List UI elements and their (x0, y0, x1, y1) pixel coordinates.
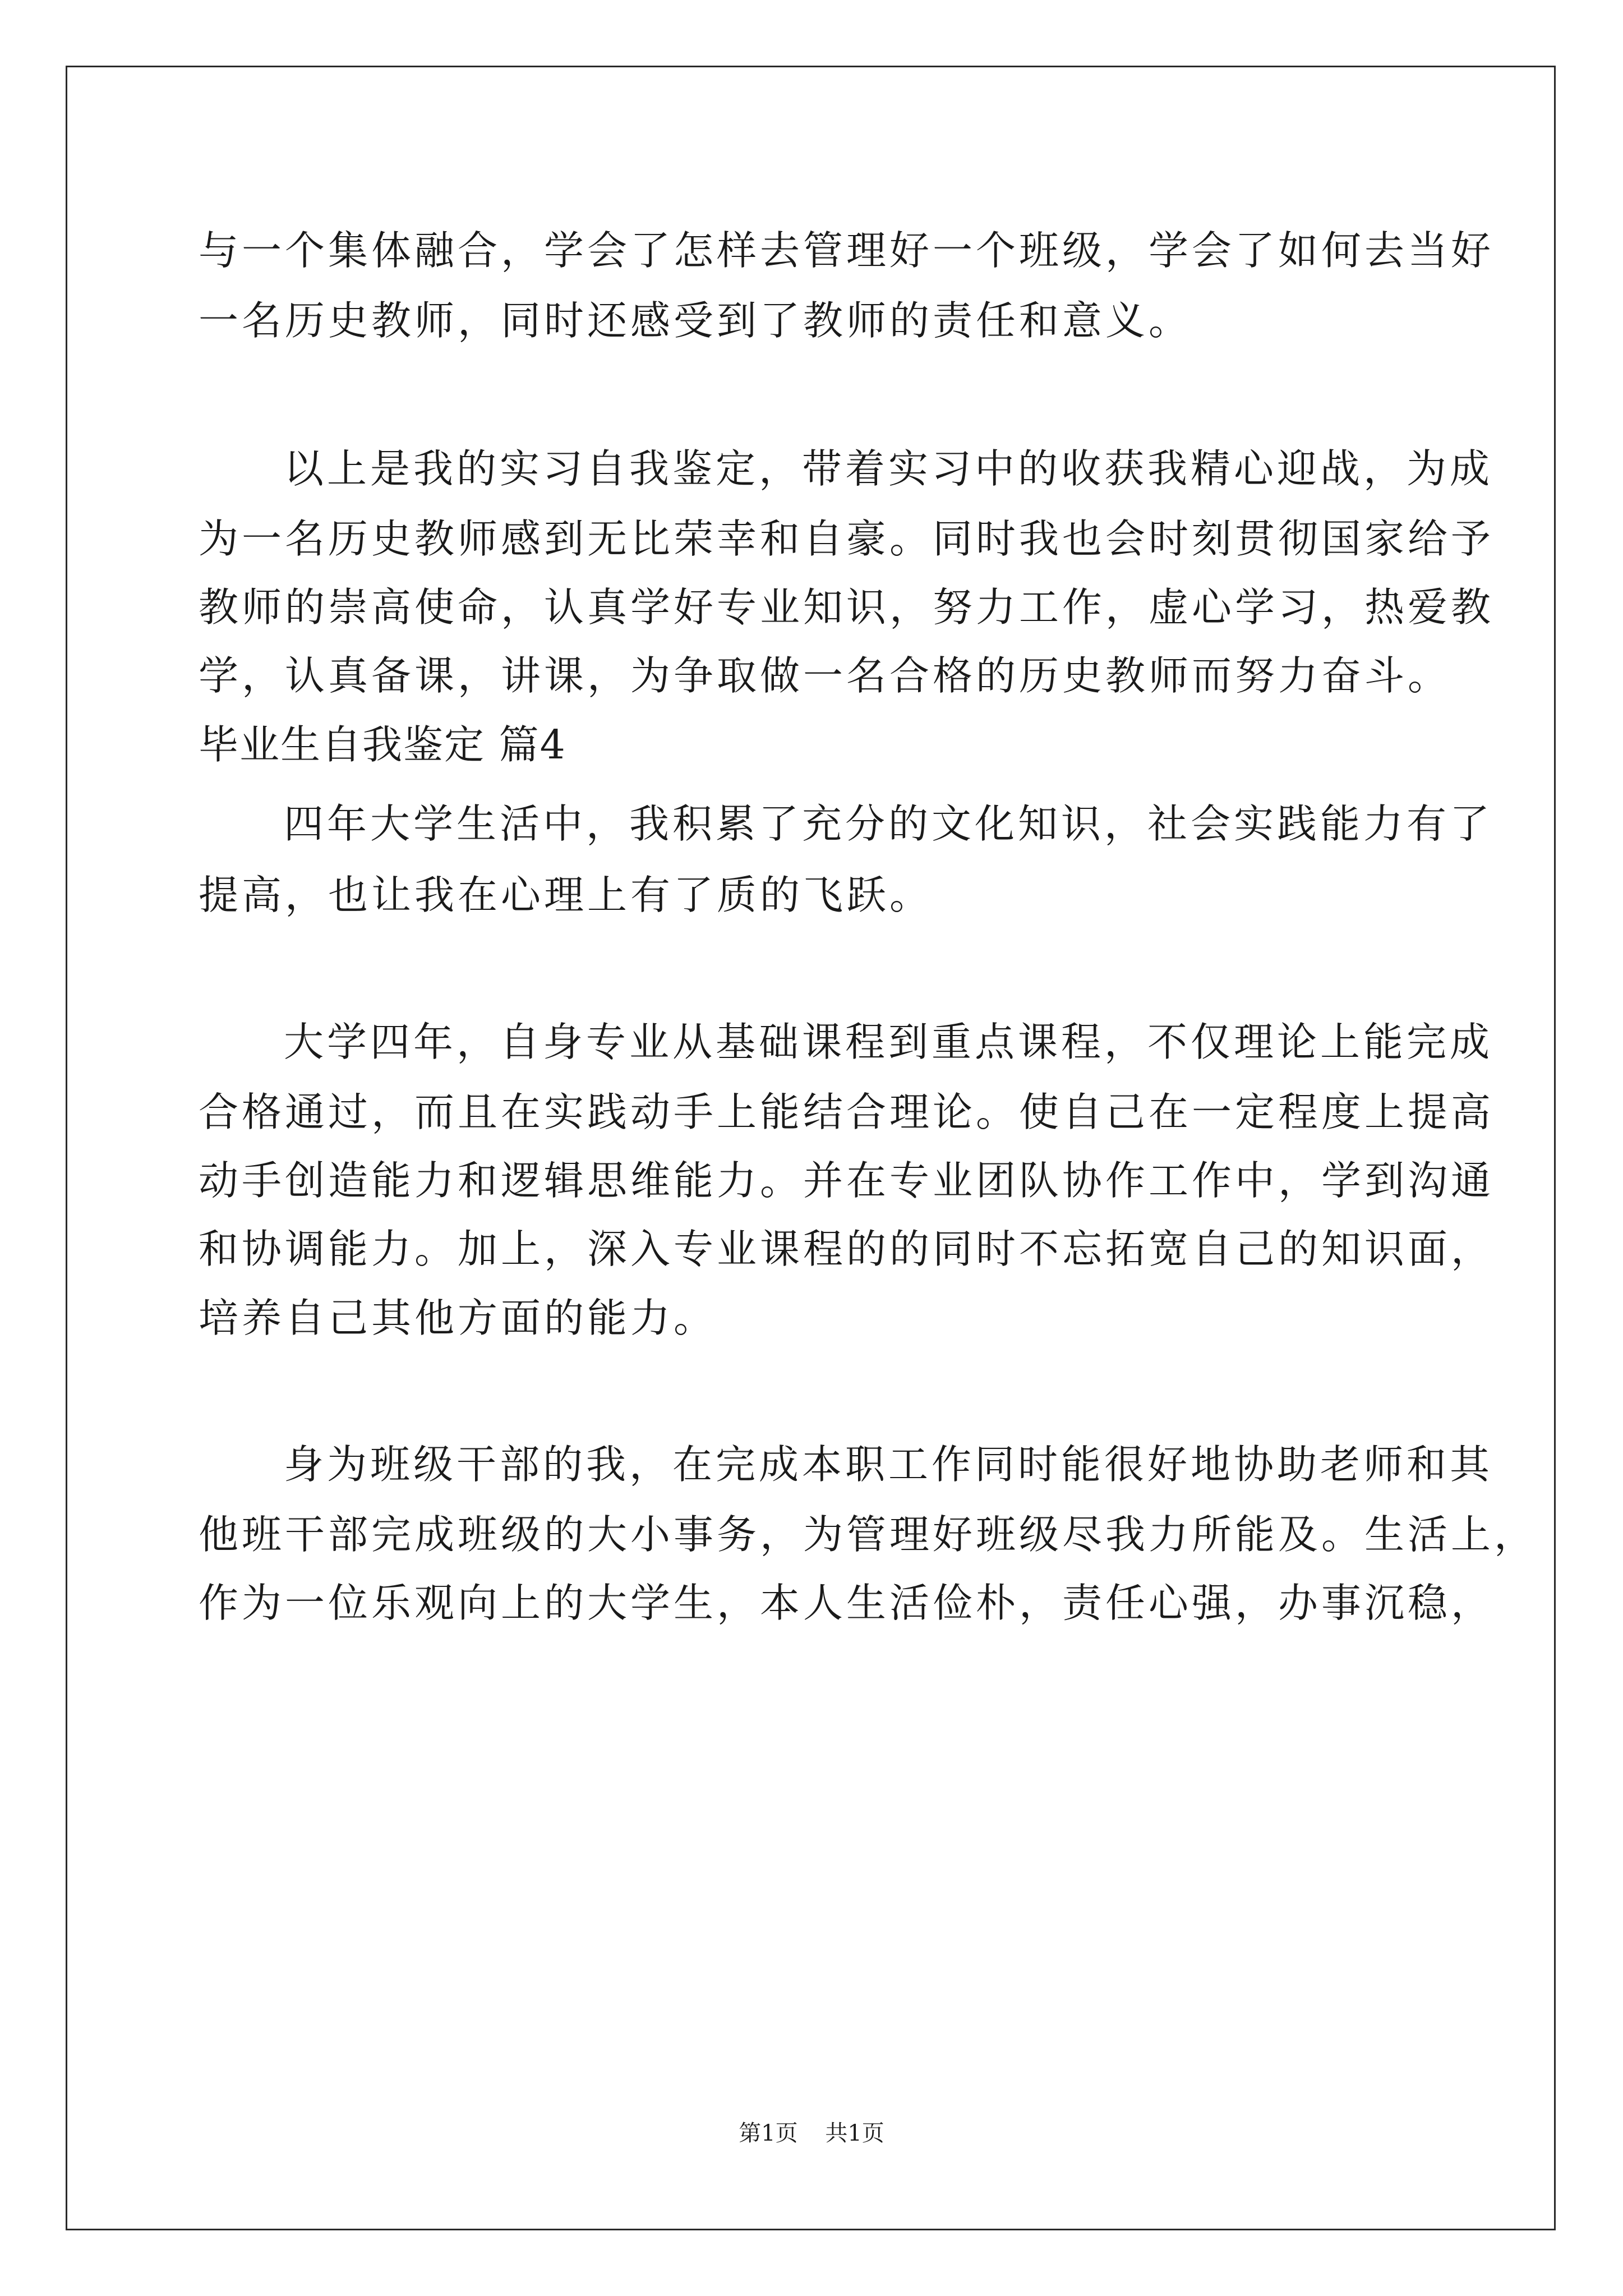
page-total: 共1页 (825, 2120, 884, 2146)
text-line: 身为班级干部的我，在完成本职工作同时能很好地协助老师和其 (284, 1441, 1493, 1488)
text-line: 提高，也让我在心理上有了质的飞跃。 (199, 872, 933, 918)
text-line: 大学四年，自身专业从基础课程到重点课程，不仅理论上能完成 (284, 1019, 1493, 1065)
text-line: 学，认真备课，讲课，为争取做一名合格的历史教师而努力奋斗。 (199, 652, 1451, 699)
text-line: 一名历史教师，同时还感受到了教师的责任和意义。 (199, 297, 1192, 344)
section-heading: 毕业生自我鉴定 篇4 (199, 721, 566, 768)
page-border (66, 66, 1556, 2230)
text-line: 与一个集体融合，学会了怎样去管理好一个班级，学会了如何去当好 (199, 227, 1495, 274)
text-line: 培养自己其他方面的能力。 (199, 1295, 717, 1341)
text-line: 他班干部完成班级的大小事务，为管理好班级尽我力所能及。生活上， (199, 1511, 1538, 1558)
text-line: 四年大学生活中，我积累了充分的文化知识，社会实践能力有了 (284, 800, 1493, 847)
text-line: 和协调能力。加上，深入专业课程的的同时不忘拓宽自己的知识面， (199, 1226, 1495, 1272)
text-line: 作为一位乐观向上的大学生，本人生活俭朴，责任心强，办事沉稳， (199, 1580, 1495, 1626)
text-line: 合格通过，而且在实践动手上能结合理论。使自己在一定程度上提高 (199, 1089, 1495, 1135)
page-footer (0, 2122, 1623, 2145)
text-line: 动手创造能力和逻辑思维能力。并在专业团队协作工作中，学到沟通 (199, 1157, 1495, 1204)
page-number: 第1页 (739, 2120, 798, 2146)
text-line: 以上是我的实习自我鉴定，带着实习中的收获我精心迎战，为成 (284, 445, 1493, 492)
text-line: 为一名历史教师感到无比荣幸和自豪。同时我也会时刻贯彻国家给予 (199, 516, 1495, 562)
text-line: 教师的崇高使命，认真学好专业知识，努力工作，虚心学习，热爱教 (199, 584, 1495, 631)
